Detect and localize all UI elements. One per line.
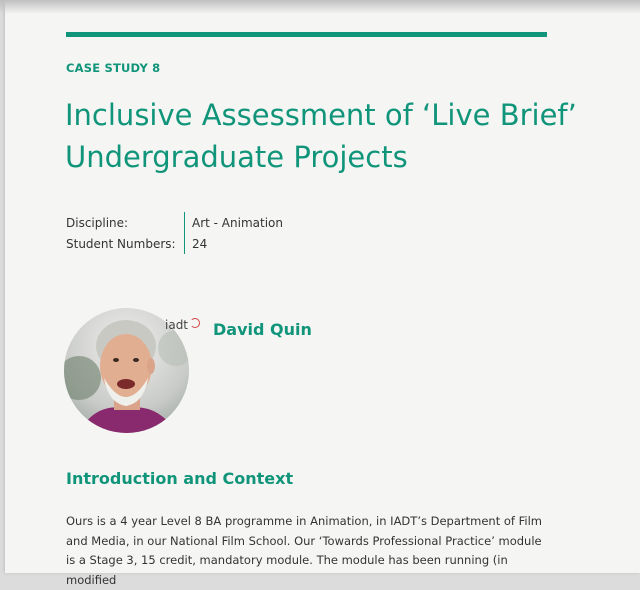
discipline-label: Discipline: <box>66 215 129 230</box>
meta-row-discipline <box>66 212 283 233</box>
meta-divider <box>184 212 185 254</box>
accent-bar <box>66 32 547 37</box>
top-shadow <box>0 0 640 14</box>
page-title: Inclusive Assessment of ‘Live Brief’ Undergraduate Projects <box>65 98 577 174</box>
meta-row-students <box>66 233 283 254</box>
author-name: David Quin <box>213 320 312 339</box>
body-paragraph: Ours is a 4 year Level 8 BA programme in Animation, in IADT’s Department of Film and Media, in our National Film School. Our ‘Towards Professional Practice’ module is a Stage 3, 15 credit, mandatory module. The module has been running (in modified <box>66 514 542 587</box>
students-label: Student Numbers: <box>66 236 176 251</box>
discipline-value: Art - Animation <box>192 215 283 230</box>
case-study-label: CASE STUDY 8 <box>66 61 161 75</box>
meta-table <box>66 212 283 254</box>
section-heading: Introduction and Context <box>66 469 294 488</box>
iadt-logo: iadt <box>165 318 189 332</box>
iadt-logo-mark-icon <box>190 318 200 328</box>
students-value: 24 <box>192 236 208 251</box>
